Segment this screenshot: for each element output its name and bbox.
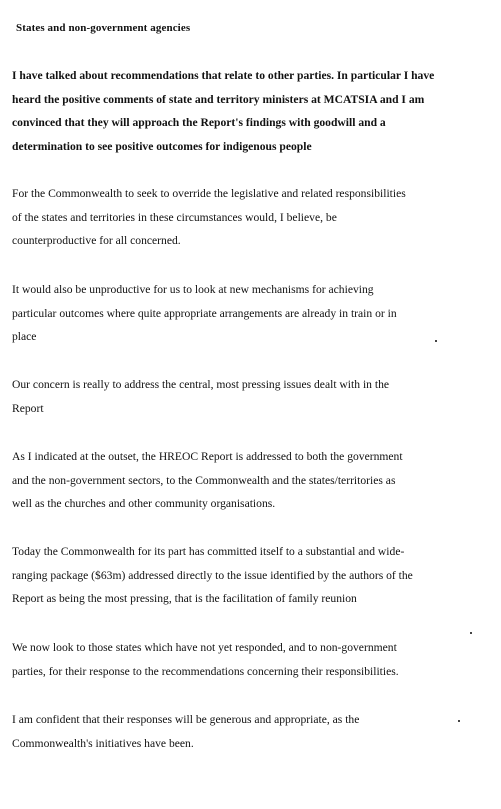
paragraph-line: ranging package ($63m) addressed directly to the issue identified by the authors of the [12,568,413,582]
paragraph-line: counterproductive for all concerned. [12,234,181,247]
paragraph-2 [12,182,490,253]
paragraph-line: determination to see positive outcomes for indigenous people [12,139,312,153]
paragraph-line: place [12,330,37,343]
paragraph-line: As I indicated at the outset, the HREOC Report is addressed to both the government [12,450,403,463]
paragraph-line: We now look to those states which have not yet responded, and to non-government [12,641,397,654]
paragraph-line: It would also be unproductive for us to look at new mechanisms for achieving [12,283,374,296]
paragraph-7 [12,636,490,683]
paragraph-line: and the non-government sectors, to the Commonwealth and the states/territories as [12,473,396,487]
paragraph-5 [12,445,490,516]
paragraph-line: I am confident that their responses will be generous and appropriate, as the [12,713,360,726]
paragraph-line: Report as being the most pressing, that is the facilitation of family reunion [12,592,357,605]
paragraph-line: Our concern is really to address the central, most pressing issues dealt with in the [12,378,390,391]
paragraph-line: Today the Commonwealth for its part has committed itself to a substantial and wide- [12,545,405,558]
scan-speck [435,340,437,342]
paragraph-line: I have talked about recommendations that relate to other parties. In particular I have [12,69,435,82]
paragraph-line: convinced that they will approach the Report's findings with goodwill and a [12,116,386,129]
paragraph-line: Commonwealth's initiatives have been. [12,736,194,750]
paragraph-4 [12,373,490,420]
paragraph-6 [12,540,490,611]
paragraph-8 [12,708,490,755]
section-heading: States and non-government agencies [16,22,191,34]
paragraph-line: particular outcomes where quite appropriate arrangements are already in train or in [12,306,397,320]
paragraph-line: For the Commonwealth to seek to override the legislative and related responsibilities [12,187,406,200]
paragraph-3 [12,278,490,349]
paragraph-line: Report [12,401,44,415]
paragraph-line: of the states and territories in these circumstances would, I believe, be [12,210,337,224]
scan-speck [458,720,460,722]
paragraph-line: parties, for their response to the recommendations concerning their responsibilities. [12,664,399,678]
paragraph-line: well as the churches and other community organisations. [12,497,276,510]
paragraph-1 [12,64,490,158]
scan-speck [470,632,472,634]
paragraph-line: heard the positive comments of state and territory ministers at MCATSIA and I am [12,92,425,106]
